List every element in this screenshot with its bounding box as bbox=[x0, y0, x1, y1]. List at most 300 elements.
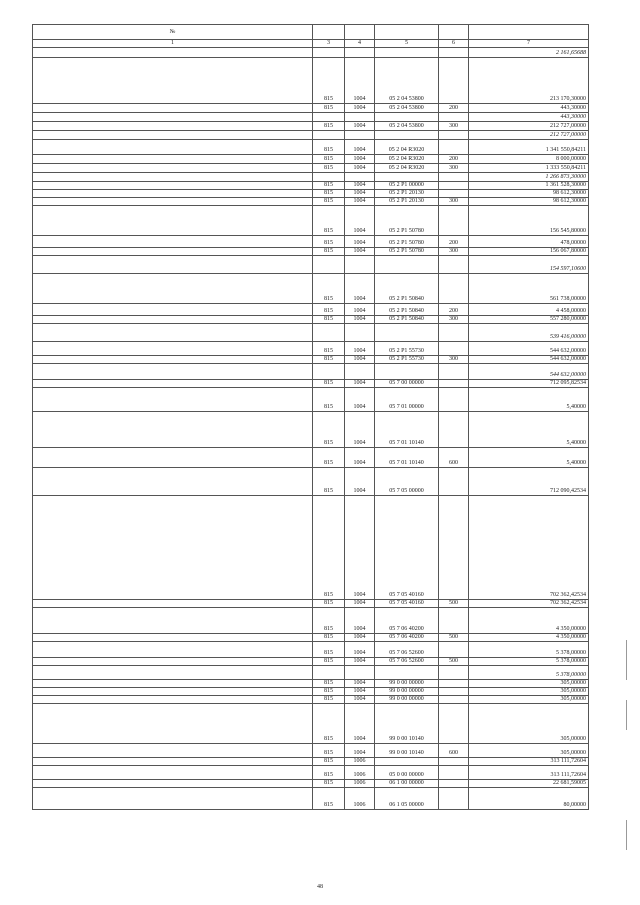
row-expense-type bbox=[439, 131, 469, 140]
header-col-4 bbox=[375, 25, 439, 40]
row-target-article: 05 2 P1 50780 bbox=[375, 206, 439, 236]
row-amount: 443,30000 bbox=[469, 104, 589, 113]
table-row bbox=[33, 256, 589, 274]
row-expense-type bbox=[439, 780, 469, 788]
row-target-article: 05 7 06 40200 bbox=[375, 634, 439, 642]
row-expense-type: 300 bbox=[439, 248, 469, 256]
row-target-article bbox=[375, 666, 439, 680]
row-code: 815 bbox=[313, 182, 345, 190]
row-section: 1004 bbox=[345, 342, 375, 356]
row-expense-type bbox=[439, 58, 469, 104]
header-col-2 bbox=[313, 25, 345, 40]
row-section bbox=[345, 113, 375, 122]
row-code: 815 bbox=[313, 104, 345, 113]
table-row bbox=[33, 48, 589, 58]
row-code: 815 bbox=[313, 206, 345, 236]
row-name bbox=[33, 140, 313, 155]
table-body bbox=[33, 48, 589, 810]
row-name bbox=[33, 274, 313, 304]
row-name bbox=[33, 122, 313, 131]
row-target-article: 05 0 00 00000 bbox=[375, 766, 439, 780]
row-target-article bbox=[375, 113, 439, 122]
row-amount: 5 378,00000 bbox=[469, 666, 589, 680]
row-code: 815 bbox=[313, 388, 345, 412]
table-row bbox=[33, 642, 589, 658]
row-amount: 544 632,00000 bbox=[469, 364, 589, 380]
row-section: 1004 bbox=[345, 496, 375, 600]
row-name bbox=[33, 248, 313, 256]
row-code: 815 bbox=[313, 380, 345, 388]
row-name bbox=[33, 744, 313, 758]
row-expense-type bbox=[439, 48, 469, 58]
table-row bbox=[33, 600, 589, 608]
row-target-article: 05 2 P1 20130 bbox=[375, 190, 439, 198]
row-amount: 1 361 528,30000 bbox=[469, 182, 589, 190]
column-number: 3 bbox=[313, 40, 345, 48]
table-row bbox=[33, 58, 589, 104]
row-code: 815 bbox=[313, 236, 345, 248]
row-expense-type: 200 bbox=[439, 104, 469, 113]
table-row bbox=[33, 236, 589, 248]
row-target-article: 05 7 05 40160 bbox=[375, 600, 439, 608]
row-code: 815 bbox=[313, 634, 345, 642]
row-name bbox=[33, 680, 313, 688]
row-amount: 544 632,00000 bbox=[469, 356, 589, 364]
row-section: 1004 bbox=[345, 274, 375, 304]
row-section: 1004 bbox=[345, 680, 375, 688]
row-code: 815 bbox=[313, 190, 345, 198]
table-row bbox=[33, 316, 589, 324]
row-amount: 712 090,42534 bbox=[469, 468, 589, 496]
row-expense-type bbox=[439, 696, 469, 704]
row-expense-type: 600 bbox=[439, 448, 469, 468]
row-amount: 5 378,00000 bbox=[469, 658, 589, 666]
row-section: 1004 bbox=[345, 642, 375, 658]
row-expense-type bbox=[439, 766, 469, 780]
header-col-3 bbox=[345, 25, 375, 40]
row-amount: 557 280,00000 bbox=[469, 316, 589, 324]
table-row bbox=[33, 696, 589, 704]
row-code: 815 bbox=[313, 304, 345, 316]
row-expense-type: 500 bbox=[439, 600, 469, 608]
row-section: 1004 bbox=[345, 316, 375, 324]
row-name bbox=[33, 634, 313, 642]
row-target-article: 05 2 P1 20130 bbox=[375, 198, 439, 206]
row-name bbox=[33, 104, 313, 113]
row-amount: 544 632,00000 bbox=[469, 342, 589, 356]
table-row bbox=[33, 356, 589, 364]
table-row bbox=[33, 206, 589, 236]
table-row bbox=[33, 758, 589, 766]
table-row bbox=[33, 190, 589, 198]
row-expense-type: 300 bbox=[439, 122, 469, 131]
row-amount: 305,00000 bbox=[469, 688, 589, 696]
row-target-article: 05 2 P1 50840 bbox=[375, 304, 439, 316]
row-name bbox=[33, 364, 313, 380]
row-name bbox=[33, 496, 313, 600]
row-section: 1004 bbox=[345, 448, 375, 468]
row-expense-type bbox=[439, 608, 469, 634]
row-name bbox=[33, 704, 313, 744]
row-section: 1006 bbox=[345, 780, 375, 788]
row-expense-type bbox=[439, 113, 469, 122]
row-name bbox=[33, 388, 313, 412]
row-section: 1004 bbox=[345, 236, 375, 248]
table-row bbox=[33, 634, 589, 642]
row-expense-type: 200 bbox=[439, 236, 469, 248]
row-code: 815 bbox=[313, 744, 345, 758]
row-section: 1006 bbox=[345, 758, 375, 766]
row-name bbox=[33, 324, 313, 342]
row-name bbox=[33, 766, 313, 780]
table-header-row bbox=[33, 25, 589, 40]
row-name bbox=[33, 658, 313, 666]
row-expense-type: 300 bbox=[439, 316, 469, 324]
row-target-article: 05 2 P1 50840 bbox=[375, 316, 439, 324]
row-code: 815 bbox=[313, 642, 345, 658]
row-amount: 305,00000 bbox=[469, 704, 589, 744]
row-amount: 1 333 550,84211 bbox=[469, 164, 589, 173]
row-code: 815 bbox=[313, 412, 345, 448]
row-name bbox=[33, 608, 313, 634]
table-row bbox=[33, 744, 589, 758]
row-code: 815 bbox=[313, 248, 345, 256]
table-row bbox=[33, 666, 589, 680]
table-row bbox=[33, 113, 589, 122]
table-row bbox=[33, 680, 589, 688]
row-name bbox=[33, 642, 313, 658]
row-expense-type bbox=[439, 140, 469, 155]
scan-edge-mark bbox=[626, 700, 627, 730]
table-row bbox=[33, 788, 589, 810]
row-target-article: 99 0 00 00000 bbox=[375, 696, 439, 704]
row-target-article bbox=[375, 131, 439, 140]
row-code bbox=[313, 173, 345, 182]
row-name bbox=[33, 182, 313, 190]
row-amount: 213 170,30000 bbox=[469, 58, 589, 104]
row-code: 815 bbox=[313, 758, 345, 766]
row-code bbox=[313, 364, 345, 380]
row-section: 1004 bbox=[345, 608, 375, 634]
header-number: № bbox=[33, 25, 313, 40]
row-expense-type: 300 bbox=[439, 356, 469, 364]
row-section: 1004 bbox=[345, 688, 375, 696]
row-code bbox=[313, 48, 345, 58]
row-amount: 98 612,30000 bbox=[469, 198, 589, 206]
row-code: 815 bbox=[313, 448, 345, 468]
row-amount: 305,00000 bbox=[469, 744, 589, 758]
row-expense-type: 200 bbox=[439, 155, 469, 164]
row-name bbox=[33, 256, 313, 274]
row-name bbox=[33, 155, 313, 164]
row-target-article: 06 1 05 00000 bbox=[375, 788, 439, 810]
row-expense-type bbox=[439, 182, 469, 190]
row-amount: 22 681,59005 bbox=[469, 780, 589, 788]
row-amount: 5,40000 bbox=[469, 412, 589, 448]
row-amount: 156 067,80000 bbox=[469, 248, 589, 256]
row-target-article: 05 7 06 40200 bbox=[375, 608, 439, 634]
table-row bbox=[33, 608, 589, 634]
row-expense-type bbox=[439, 388, 469, 412]
row-expense-type: 300 bbox=[439, 164, 469, 173]
row-section: 1004 bbox=[345, 198, 375, 206]
table-row bbox=[33, 412, 589, 448]
row-expense-type: 200 bbox=[439, 304, 469, 316]
row-section: 1004 bbox=[345, 206, 375, 236]
row-expense-type bbox=[439, 758, 469, 766]
row-amount: 4 350,00000 bbox=[469, 634, 589, 642]
row-expense-type bbox=[439, 274, 469, 304]
row-target-article: 05 2 04 R3020 bbox=[375, 164, 439, 173]
row-target-article: 05 7 05 40160 bbox=[375, 496, 439, 600]
table-row bbox=[33, 658, 589, 666]
row-amount: 313 111,72604 bbox=[469, 758, 589, 766]
row-section: 1004 bbox=[345, 356, 375, 364]
table-row bbox=[33, 364, 589, 380]
table-row bbox=[33, 380, 589, 388]
row-section: 1004 bbox=[345, 182, 375, 190]
row-target-article: 05 7 01 10140 bbox=[375, 448, 439, 468]
row-section: 1004 bbox=[345, 388, 375, 412]
row-target-article: 05 7 06 52600 bbox=[375, 642, 439, 658]
row-section: 1004 bbox=[345, 704, 375, 744]
row-target-article: 05 2 04 R3020 bbox=[375, 140, 439, 155]
row-target-article: 05 2 04 R3020 bbox=[375, 155, 439, 164]
row-expense-type bbox=[439, 680, 469, 688]
header-col-6 bbox=[469, 25, 589, 40]
row-section: 1004 bbox=[345, 468, 375, 496]
row-name bbox=[33, 666, 313, 680]
row-name bbox=[33, 58, 313, 104]
table-row bbox=[33, 342, 589, 356]
table-row bbox=[33, 780, 589, 788]
row-code: 815 bbox=[313, 468, 345, 496]
row-section: 1004 bbox=[345, 58, 375, 104]
row-section: 1004 bbox=[345, 696, 375, 704]
row-expense-type bbox=[439, 190, 469, 198]
row-section bbox=[345, 666, 375, 680]
row-section: 1004 bbox=[345, 122, 375, 131]
row-section: 1004 bbox=[345, 412, 375, 448]
row-name bbox=[33, 688, 313, 696]
table-row bbox=[33, 248, 589, 256]
row-target-article: 05 2 P1 55730 bbox=[375, 342, 439, 356]
row-expense-type bbox=[439, 364, 469, 380]
table-row bbox=[33, 198, 589, 206]
row-code: 815 bbox=[313, 780, 345, 788]
row-amount: 1 266 873,30000 bbox=[469, 173, 589, 182]
row-name bbox=[33, 412, 313, 448]
table-row bbox=[33, 324, 589, 342]
row-name bbox=[33, 316, 313, 324]
page-number: 48 bbox=[317, 884, 323, 890]
row-expense-type bbox=[439, 496, 469, 600]
row-code: 815 bbox=[313, 704, 345, 744]
row-amount: 478,00000 bbox=[469, 236, 589, 248]
row-amount: 212 727,00000 bbox=[469, 122, 589, 131]
row-expense-type bbox=[439, 788, 469, 810]
row-section: 1004 bbox=[345, 658, 375, 666]
row-section: 1004 bbox=[345, 190, 375, 198]
column-number: 1 bbox=[33, 40, 313, 48]
row-code bbox=[313, 256, 345, 274]
row-section: 1004 bbox=[345, 104, 375, 113]
row-code: 815 bbox=[313, 122, 345, 131]
table-row bbox=[33, 131, 589, 140]
row-code: 815 bbox=[313, 356, 345, 364]
budget-table bbox=[32, 24, 589, 810]
row-name bbox=[33, 48, 313, 58]
table-row bbox=[33, 468, 589, 496]
row-code: 815 bbox=[313, 600, 345, 608]
row-amount: 561 738,00000 bbox=[469, 274, 589, 304]
document-sheet bbox=[32, 24, 588, 810]
row-amount: 80,00000 bbox=[469, 788, 589, 810]
row-expense-type bbox=[439, 342, 469, 356]
row-code: 815 bbox=[313, 274, 345, 304]
row-amount: 305,00000 bbox=[469, 680, 589, 688]
row-target-article bbox=[375, 324, 439, 342]
row-code: 815 bbox=[313, 140, 345, 155]
row-name bbox=[33, 236, 313, 248]
row-section: 1004 bbox=[345, 164, 375, 173]
row-expense-type bbox=[439, 206, 469, 236]
row-target-article: 05 2 P1 50780 bbox=[375, 236, 439, 248]
row-expense-type: 500 bbox=[439, 658, 469, 666]
row-amount: 154 597,10600 bbox=[469, 256, 589, 274]
row-target-article: 99 0 00 10140 bbox=[375, 704, 439, 744]
row-section: 1004 bbox=[345, 304, 375, 316]
row-code: 815 bbox=[313, 608, 345, 634]
row-amount: 156 545,80000 bbox=[469, 206, 589, 236]
row-section: 1004 bbox=[345, 600, 375, 608]
row-name bbox=[33, 780, 313, 788]
row-code: 815 bbox=[313, 58, 345, 104]
row-section: 1004 bbox=[345, 248, 375, 256]
row-amount: 5,40000 bbox=[469, 448, 589, 468]
row-amount: 443,30000 bbox=[469, 113, 589, 122]
row-code: 815 bbox=[313, 696, 345, 704]
row-target-article bbox=[375, 173, 439, 182]
table-row bbox=[33, 155, 589, 164]
row-target-article: 06 1 00 00000 bbox=[375, 780, 439, 788]
row-name bbox=[33, 600, 313, 608]
table-row bbox=[33, 140, 589, 155]
row-section bbox=[345, 364, 375, 380]
row-code: 815 bbox=[313, 766, 345, 780]
row-name bbox=[33, 788, 313, 810]
row-expense-type bbox=[439, 412, 469, 448]
column-number-row bbox=[33, 40, 589, 48]
column-number: 6 bbox=[439, 40, 469, 48]
row-amount: 1 341 550,84211 bbox=[469, 140, 589, 155]
row-section bbox=[345, 324, 375, 342]
row-code bbox=[313, 131, 345, 140]
row-target-article: 05 2 P1 50780 bbox=[375, 248, 439, 256]
row-target-article: 05 2 P1 55730 bbox=[375, 356, 439, 364]
row-expense-type bbox=[439, 324, 469, 342]
row-name bbox=[33, 468, 313, 496]
row-target-article: 99 0 00 10140 bbox=[375, 744, 439, 758]
table-row bbox=[33, 704, 589, 744]
row-target-article: 99 0 00 00000 bbox=[375, 680, 439, 688]
row-expense-type: 600 bbox=[439, 744, 469, 758]
row-target-article: 05 2 04 53800 bbox=[375, 58, 439, 104]
row-code: 815 bbox=[313, 680, 345, 688]
column-number: 4 bbox=[345, 40, 375, 48]
column-number: 7 bbox=[469, 40, 589, 48]
row-amount: 313 111,72604 bbox=[469, 766, 589, 780]
row-section bbox=[345, 131, 375, 140]
row-name bbox=[33, 206, 313, 236]
table-row bbox=[33, 104, 589, 113]
row-section: 1004 bbox=[345, 155, 375, 164]
row-expense-type bbox=[439, 642, 469, 658]
row-amount: 4 458,00000 bbox=[469, 304, 589, 316]
row-section bbox=[345, 48, 375, 58]
table-row bbox=[33, 688, 589, 696]
table-row bbox=[33, 448, 589, 468]
scan-edge-mark bbox=[626, 820, 627, 850]
row-target-article: 05 7 05 00000 bbox=[375, 468, 439, 496]
table-row bbox=[33, 122, 589, 131]
row-amount: 5 378,00000 bbox=[469, 642, 589, 658]
row-expense-type bbox=[439, 688, 469, 696]
row-expense-type bbox=[439, 173, 469, 182]
row-target-article: 05 2 P1 50840 bbox=[375, 274, 439, 304]
row-amount: 712 095,82534 bbox=[469, 380, 589, 388]
column-number: 5 bbox=[375, 40, 439, 48]
row-target-article: 05 2 P1 00000 bbox=[375, 182, 439, 190]
row-section: 1006 bbox=[345, 788, 375, 810]
row-target-article: 05 7 01 00000 bbox=[375, 388, 439, 412]
row-amount: 98 612,30000 bbox=[469, 190, 589, 198]
row-target-article: 05 2 04 53800 bbox=[375, 104, 439, 113]
row-code: 815 bbox=[313, 342, 345, 356]
row-name bbox=[33, 380, 313, 388]
table-row bbox=[33, 766, 589, 780]
row-section bbox=[345, 256, 375, 274]
table-row bbox=[33, 274, 589, 304]
row-name bbox=[33, 131, 313, 140]
row-expense-type bbox=[439, 704, 469, 744]
row-target-article: 05 2 04 53800 bbox=[375, 122, 439, 131]
row-expense-type: 300 bbox=[439, 198, 469, 206]
row-code: 815 bbox=[313, 164, 345, 173]
row-amount: 212 727,00000 bbox=[469, 131, 589, 140]
table-row bbox=[33, 304, 589, 316]
row-name bbox=[33, 113, 313, 122]
row-section bbox=[345, 173, 375, 182]
row-name bbox=[33, 198, 313, 206]
row-name bbox=[33, 304, 313, 316]
row-target-article bbox=[375, 364, 439, 380]
row-name bbox=[33, 342, 313, 356]
row-section: 1006 bbox=[345, 766, 375, 780]
table-row bbox=[33, 388, 589, 412]
row-code: 815 bbox=[313, 688, 345, 696]
row-amount: 305,00000 bbox=[469, 696, 589, 704]
row-code: 815 bbox=[313, 198, 345, 206]
row-section: 1004 bbox=[345, 140, 375, 155]
row-amount: 539 416,00000 bbox=[469, 324, 589, 342]
row-code: 815 bbox=[313, 496, 345, 600]
row-name bbox=[33, 758, 313, 766]
row-name bbox=[33, 448, 313, 468]
row-section: 1004 bbox=[345, 744, 375, 758]
row-code: 815 bbox=[313, 316, 345, 324]
row-expense-type bbox=[439, 380, 469, 388]
